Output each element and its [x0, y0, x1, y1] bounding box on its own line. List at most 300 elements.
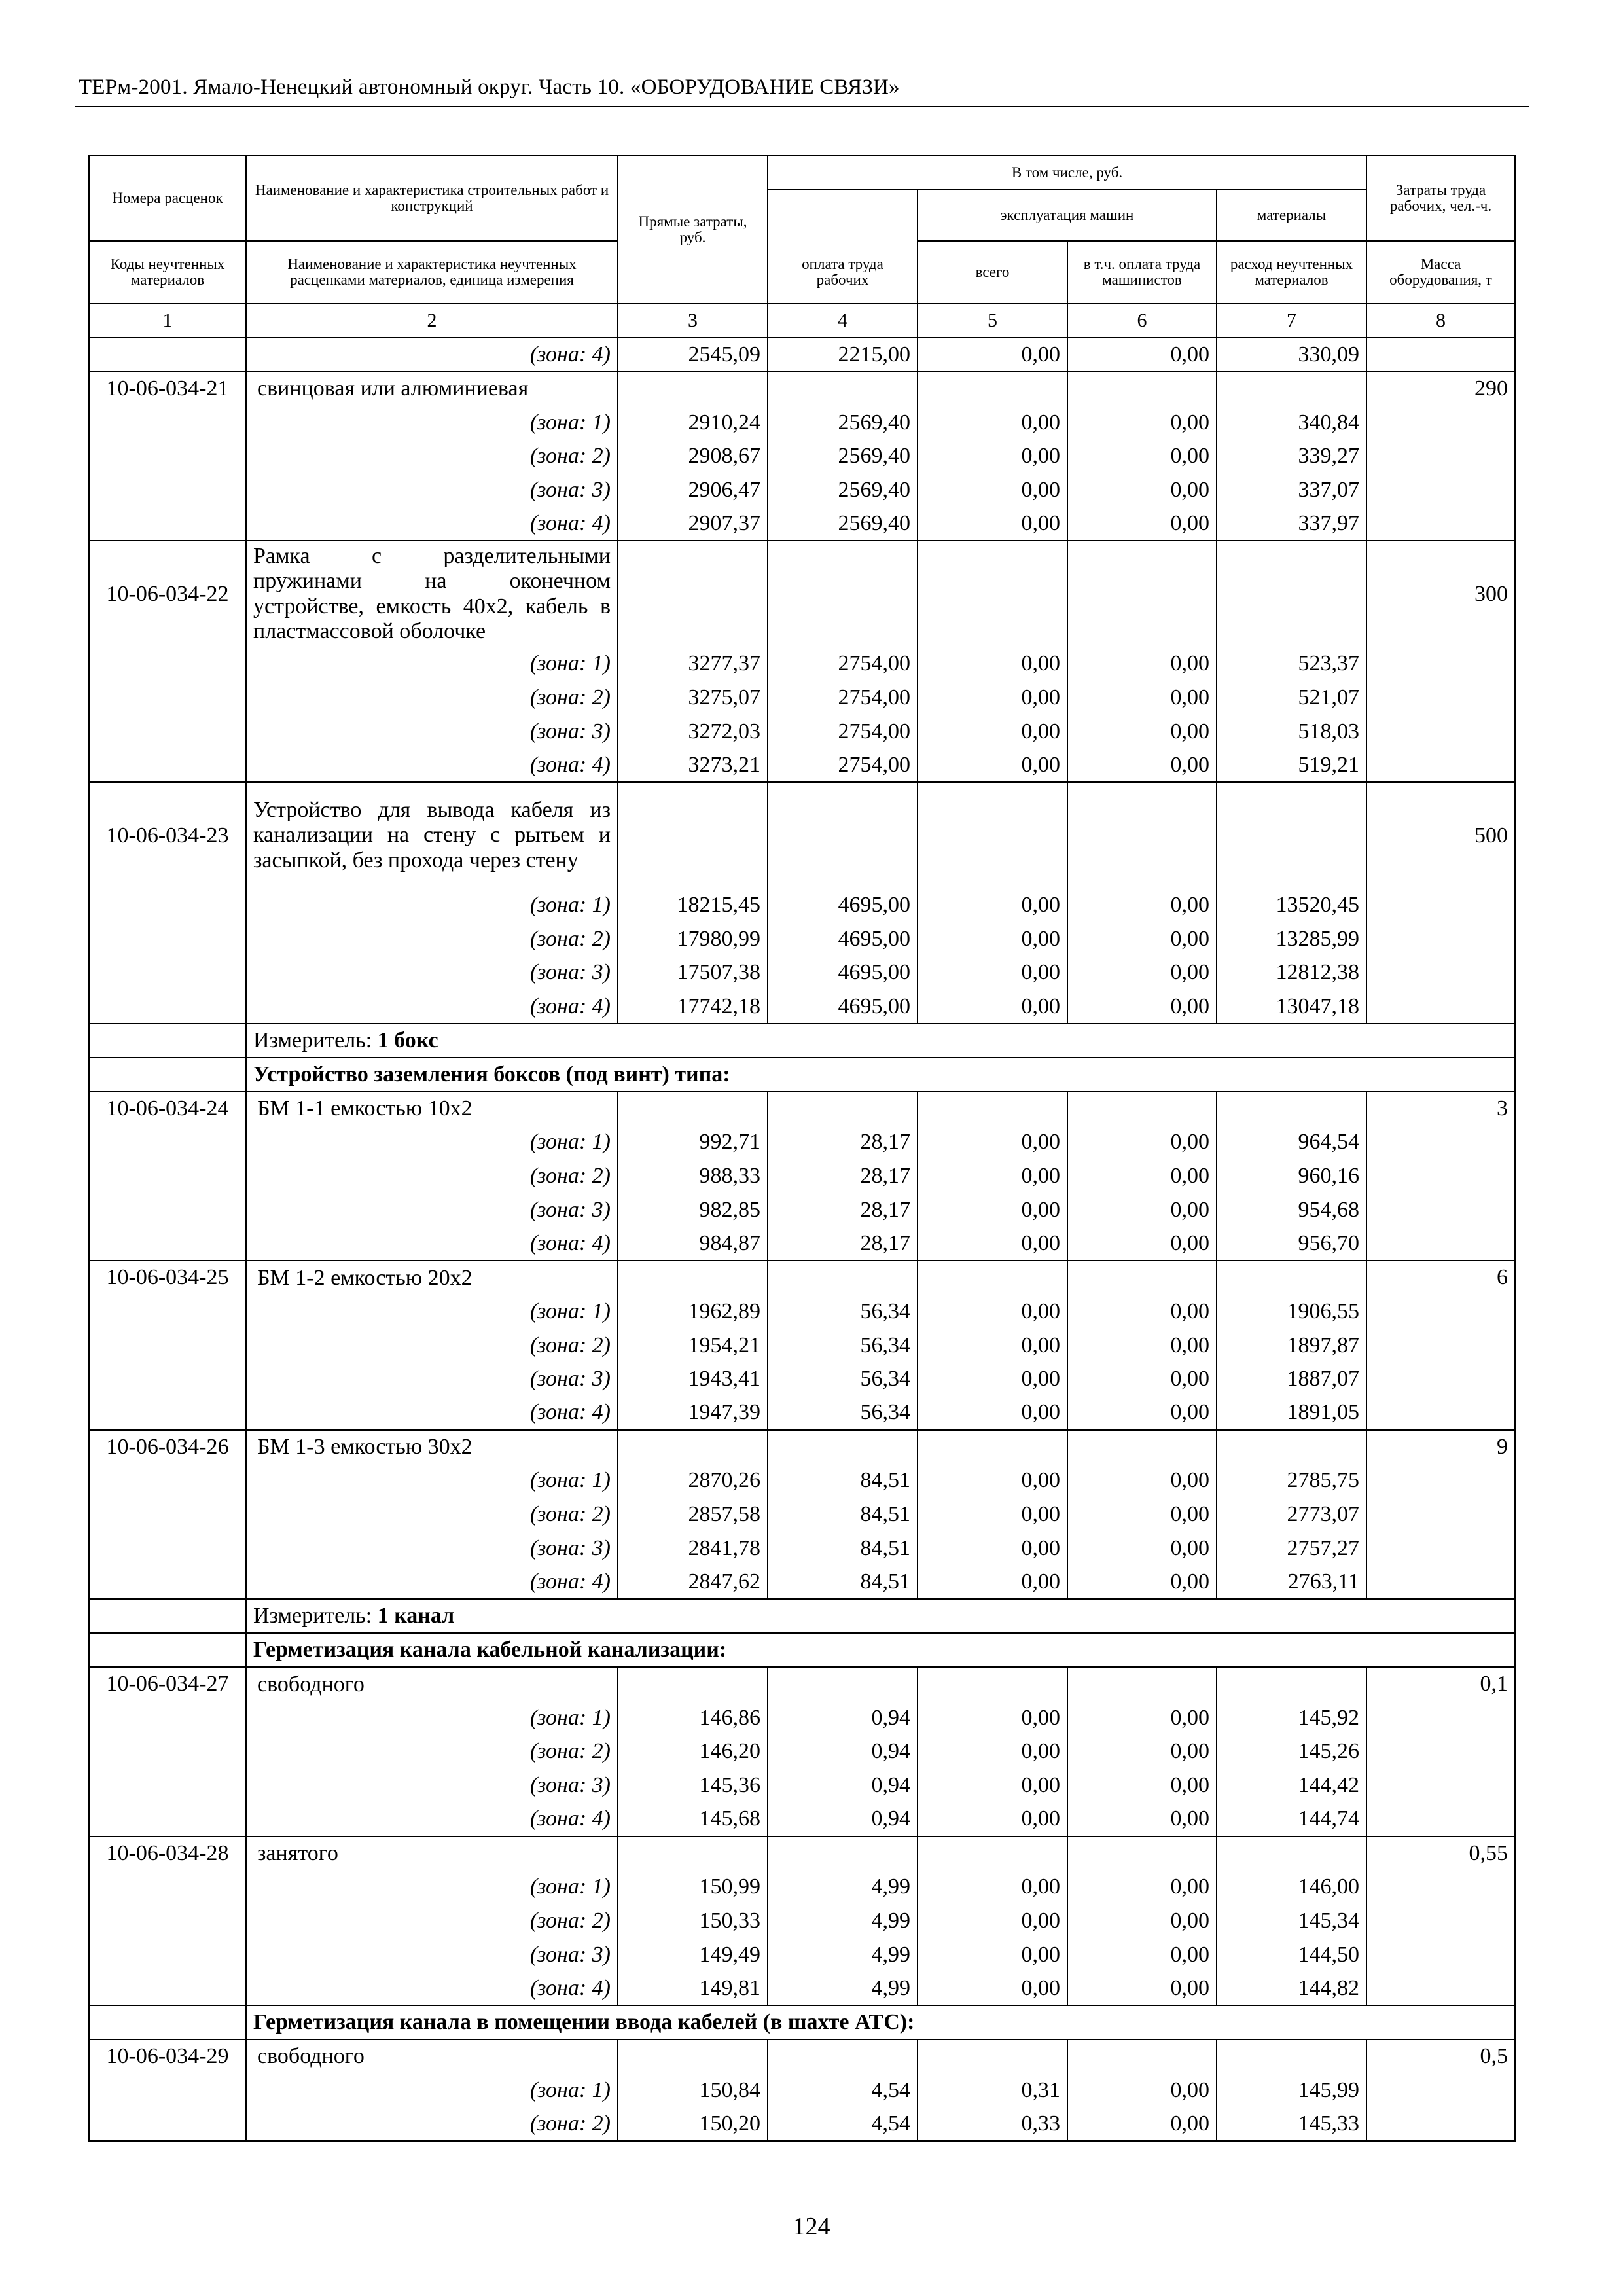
zone-row — [89, 1566, 1515, 1600]
machine-total: 0,00 — [918, 647, 1067, 681]
machine-total: 0,00 — [918, 1735, 1067, 1769]
machinist-pay: 0,00 — [1067, 1464, 1217, 1498]
record-row — [89, 1261, 1515, 1295]
labor-costs: 500 — [1366, 782, 1515, 888]
machine-total: 0,00 — [918, 1701, 1067, 1735]
machine-total: 0,00 — [918, 439, 1067, 473]
materials: 144,82 — [1217, 1971, 1366, 2005]
machine-total: 0,00 — [918, 956, 1067, 990]
labor-cell-empty — [1366, 1735, 1515, 1769]
direct-costs: 149,49 — [618, 1938, 768, 1972]
machine-total: 0,00 — [918, 406, 1067, 440]
code-cell-empty — [89, 1870, 246, 1904]
direct-costs: 18215,45 — [618, 888, 768, 922]
labor-costs: 9 — [1366, 1430, 1515, 1464]
record-row — [89, 1430, 1515, 1464]
labor-cell-empty — [1366, 439, 1515, 473]
machine-total: 0,00 — [918, 1904, 1067, 1938]
zone-row — [89, 647, 1515, 681]
machine-total: 0,00 — [918, 1193, 1067, 1227]
labor-cell-empty — [1366, 1532, 1515, 1566]
code-cell-empty — [89, 1126, 246, 1160]
direct-costs: 3275,07 — [618, 681, 768, 715]
record-row — [89, 372, 1515, 406]
materials: 1887,07 — [1217, 1362, 1366, 1396]
materials: 146,00 — [1217, 1870, 1366, 1904]
direct-costs: 1954,21 — [618, 1329, 768, 1363]
empty-cell — [918, 372, 1067, 406]
labor-cell-empty — [1366, 922, 1515, 956]
zone-row — [89, 922, 1515, 956]
empty-cell — [1067, 372, 1217, 406]
empty-cell — [1217, 782, 1366, 888]
machine-total: 0,00 — [918, 1396, 1067, 1430]
machinist-pay: 0,00 — [1067, 681, 1217, 715]
hdr-including: В том числе, руб. — [768, 156, 1366, 190]
materials: 2757,27 — [1217, 1532, 1366, 1566]
zone-row — [89, 1735, 1515, 1769]
machine-total: 0,00 — [918, 1498, 1067, 1532]
work-name: свободного — [246, 1667, 618, 1701]
direct-costs: 982,85 — [618, 1193, 768, 1227]
materials: 144,42 — [1217, 1768, 1366, 1803]
machine-total: 0,00 — [918, 1159, 1067, 1193]
worker-pay: 4,54 — [768, 2073, 918, 2108]
col-number: 8 — [1366, 304, 1515, 338]
hdr-work-name: Наименование и характеристика строительных работ и конструкций — [246, 156, 618, 241]
zone-row — [89, 1362, 1515, 1396]
worker-pay: 84,51 — [768, 1498, 918, 1532]
labor-cell-empty — [1366, 1295, 1515, 1329]
empty-cell — [918, 1092, 1067, 1126]
meter-unit: 1 бокс — [377, 1028, 438, 1052]
labor-cell-empty — [1366, 749, 1515, 783]
machine-total: 0,00 — [918, 1532, 1067, 1566]
code-cell-empty — [89, 1498, 246, 1532]
machinist-pay: 0,00 — [1067, 888, 1217, 922]
worker-pay: 2569,40 — [768, 473, 918, 507]
empty-cell — [918, 541, 1067, 647]
machinist-pay: 0,00 — [1067, 338, 1217, 372]
labor-costs: 0,5 — [1366, 2039, 1515, 2073]
labor-cell-empty — [1366, 1566, 1515, 1600]
work-name: Устройство для вывода кабеля из канализации на стену с рытьем и засыпкой, без прохода через стену — [246, 782, 618, 888]
zone-row — [89, 1532, 1515, 1566]
direct-costs: 149,81 — [618, 1971, 768, 2005]
zone-row — [89, 439, 1515, 473]
materials: 523,37 — [1217, 647, 1366, 681]
worker-pay: 2569,40 — [768, 507, 918, 541]
zone-row — [89, 888, 1515, 922]
worker-pay: 84,51 — [768, 1532, 918, 1566]
zone-row — [89, 1329, 1515, 1363]
col-number: 4 — [768, 304, 918, 338]
labor-cell-empty — [1366, 1803, 1515, 1837]
zone-row — [89, 2108, 1515, 2142]
meter-prefix: Измеритель: — [253, 1604, 378, 1628]
machinist-pay: 0,00 — [1067, 1159, 1217, 1193]
direct-costs: 146,86 — [618, 1701, 768, 1735]
direct-costs: 1947,39 — [618, 1396, 768, 1430]
code-cell-empty — [89, 1227, 246, 1261]
zone-label: (зона: 2) — [246, 681, 618, 715]
materials: 340,84 — [1217, 406, 1366, 440]
materials: 521,07 — [1217, 681, 1366, 715]
price-code: 10-06-034-25 — [89, 1261, 246, 1295]
worker-pay: 4,99 — [768, 1938, 918, 1972]
zone-row — [89, 1464, 1515, 1498]
hdr-total: всего — [918, 241, 1067, 304]
zone-label: (зона: 4) — [246, 1971, 618, 2005]
direct-costs: 2910,24 — [618, 406, 768, 440]
zone-label: (зона: 1) — [246, 888, 618, 922]
work-name: БМ 1-2 емкостью 20х2 — [246, 1261, 618, 1295]
machine-total: 0,00 — [918, 1295, 1067, 1329]
labor-costs: 6 — [1366, 1261, 1515, 1295]
zone-label: (зона: 2) — [246, 1329, 618, 1363]
empty-cell — [768, 782, 918, 888]
zone-row — [89, 715, 1515, 749]
zone-label: (зона: 1) — [246, 1870, 618, 1904]
hdr-machinist-pay: в т.ч. оплата труда машинистов — [1067, 241, 1217, 304]
worker-pay: 56,34 — [768, 1396, 918, 1430]
zone-label: (зона: 3) — [246, 1768, 618, 1803]
price-code: 10-06-034-22 — [89, 541, 246, 647]
machine-total: 0,00 — [918, 715, 1067, 749]
machine-total: 0,00 — [918, 888, 1067, 922]
direct-costs: 3273,21 — [618, 749, 768, 783]
section-row — [89, 1058, 1515, 1092]
empty-cell — [618, 1261, 768, 1295]
zone-label: (зона: 3) — [246, 956, 618, 990]
empty-cell — [918, 782, 1067, 888]
zone-row — [89, 507, 1515, 541]
section-row — [89, 1633, 1515, 1667]
direct-costs: 988,33 — [618, 1159, 768, 1193]
empty-cell — [918, 1261, 1067, 1295]
zone-label: (зона: 4) — [246, 338, 618, 372]
zone-label: (зона: 2) — [246, 2108, 618, 2142]
empty-cell — [618, 1837, 768, 1871]
work-name: свободного — [246, 2039, 618, 2073]
direct-costs: 3272,03 — [618, 715, 768, 749]
labor-cell-empty — [1366, 1870, 1515, 1904]
empty-cell — [918, 1667, 1067, 1701]
labor-costs: 0,55 — [1366, 1837, 1515, 1871]
empty-cell — [1067, 782, 1217, 888]
machinist-pay: 0,00 — [1067, 1971, 1217, 2005]
work-name: свинцовая или алюминиевая — [246, 372, 618, 406]
empty-cell — [1067, 1837, 1217, 1871]
zone-label: (зона: 2) — [246, 1498, 618, 1532]
machine-total: 0,00 — [918, 749, 1067, 783]
zone-label: (зона: 2) — [246, 1904, 618, 1938]
materials: 519,21 — [1217, 749, 1366, 783]
code-cell-empty — [89, 1599, 246, 1633]
zone-label: (зона: 1) — [246, 1295, 618, 1329]
code-cell-empty — [89, 922, 246, 956]
materials: 144,50 — [1217, 1938, 1366, 1972]
zone-label: (зона: 2) — [246, 1735, 618, 1769]
code-cell-empty — [89, 1803, 246, 1837]
record-row — [89, 1837, 1515, 1871]
machinist-pay: 0,00 — [1067, 1193, 1217, 1227]
zone-label: (зона: 4) — [246, 1803, 618, 1837]
zone-row — [89, 1803, 1515, 1837]
empty-cell — [768, 1837, 918, 1871]
empty-cell — [1217, 1261, 1366, 1295]
machinist-pay: 0,00 — [1067, 2073, 1217, 2108]
labor-costs: 300 — [1366, 541, 1515, 647]
zone-row — [89, 1396, 1515, 1430]
code-cell-empty — [89, 1193, 246, 1227]
machine-total: 0,00 — [918, 681, 1067, 715]
zone-label: (зона: 1) — [246, 1464, 618, 1498]
zone-row — [89, 1768, 1515, 1803]
worker-pay: 2754,00 — [768, 681, 918, 715]
worker-pay: 56,34 — [768, 1329, 918, 1363]
labor-costs: 0,1 — [1366, 1667, 1515, 1701]
empty-cell — [768, 541, 918, 647]
direct-costs: 3277,37 — [618, 647, 768, 681]
code-cell-empty — [89, 1633, 246, 1667]
machinist-pay: 0,00 — [1067, 1295, 1217, 1329]
section-title: Герметизация канала в помещении ввода кабелей (в шахте АТС): — [246, 2005, 1515, 2039]
empty-cell — [1067, 1430, 1217, 1464]
empty-cell — [1067, 2039, 1217, 2073]
empty-cell — [618, 2039, 768, 2073]
worker-pay: 0,94 — [768, 1768, 918, 1803]
machinist-pay: 0,00 — [1067, 507, 1217, 541]
labor-costs: 3 — [1366, 1092, 1515, 1126]
materials: 145,99 — [1217, 2073, 1366, 2108]
direct-costs: 1962,89 — [618, 1295, 768, 1329]
machinist-pay: 0,00 — [1067, 1768, 1217, 1803]
code-cell-empty — [89, 888, 246, 922]
direct-costs: 145,36 — [618, 1768, 768, 1803]
zone-label: (зона: 3) — [246, 715, 618, 749]
table-header — [89, 156, 1515, 338]
machine-total: 0,31 — [918, 2073, 1067, 2108]
machinist-pay: 0,00 — [1067, 1329, 1217, 1363]
zone-row — [89, 990, 1515, 1024]
meter-unit: 1 канал — [377, 1604, 455, 1628]
direct-costs: 17980,99 — [618, 922, 768, 956]
zone-label: (зона: 4) — [246, 1396, 618, 1430]
zone-label: (зона: 1) — [246, 2073, 618, 2108]
machine-total: 0,33 — [918, 2108, 1067, 2142]
machinist-pay: 0,00 — [1067, 1227, 1217, 1261]
code-cell-empty — [89, 681, 246, 715]
machinist-pay: 0,00 — [1067, 1938, 1217, 1972]
empty-cell — [618, 1092, 768, 1126]
machinist-pay: 0,00 — [1067, 1362, 1217, 1396]
zone-row — [89, 1126, 1515, 1160]
worker-pay: 2754,00 — [768, 647, 918, 681]
worker-pay: 2569,40 — [768, 406, 918, 440]
work-name: Рамка с разделительными пружинами на оконечном устройстве, емкость 40х2, кабель в пластмассовой оболочке — [246, 541, 618, 647]
zone-row — [89, 1904, 1515, 1938]
empty-cell — [618, 372, 768, 406]
direct-costs: 992,71 — [618, 1126, 768, 1160]
running-header: ТЕРм-2001. Ямало-Ненецкий автономный округ. Часть 10. «ОБОРУДОВАНИЕ СВЯЗИ» — [79, 75, 900, 99]
empty-cell — [1217, 2039, 1366, 2073]
code-cell-empty — [89, 1904, 246, 1938]
materials: 1906,55 — [1217, 1295, 1366, 1329]
labor-cell-empty — [1366, 507, 1515, 541]
col-number: 7 — [1217, 304, 1366, 338]
labor-cell-empty — [1366, 1159, 1515, 1193]
code-cell-empty — [89, 439, 246, 473]
materials: 144,74 — [1217, 1803, 1366, 1837]
hdr-materials: материалы — [1217, 190, 1366, 241]
record-row — [89, 541, 1515, 647]
labor-cell-empty — [1366, 1701, 1515, 1735]
direct-costs: 146,20 — [618, 1735, 768, 1769]
empty-cell — [1067, 1092, 1217, 1126]
zone-label: (зона: 2) — [246, 922, 618, 956]
materials: 12812,38 — [1217, 956, 1366, 990]
zone-row — [89, 1971, 1515, 2005]
worker-pay: 84,51 — [768, 1464, 918, 1498]
direct-costs: 17742,18 — [618, 990, 768, 1024]
worker-pay: 84,51 — [768, 1566, 918, 1600]
worker-pay: 0,94 — [768, 1735, 918, 1769]
code-cell-empty — [89, 715, 246, 749]
empty-cell — [618, 1667, 768, 1701]
labor-cell-empty — [1366, 338, 1515, 372]
machine-total: 0,00 — [918, 1464, 1067, 1498]
labor-cell-empty — [1366, 1193, 1515, 1227]
code-cell-empty — [89, 406, 246, 440]
code-cell-empty — [89, 1295, 246, 1329]
labor-cell-empty — [1366, 1498, 1515, 1532]
code-cell-empty — [89, 1938, 246, 1972]
machinist-pay: 0,00 — [1067, 715, 1217, 749]
materials: 2785,75 — [1217, 1464, 1366, 1498]
worker-pay: 4695,00 — [768, 888, 918, 922]
zone-row — [89, 956, 1515, 990]
code-cell-empty — [89, 1396, 246, 1430]
worker-pay: 0,94 — [768, 1701, 918, 1735]
direct-costs: 2841,78 — [618, 1532, 768, 1566]
labor-costs: 290 — [1366, 372, 1515, 406]
labor-cell-empty — [1366, 2108, 1515, 2142]
price-code: 10-06-034-27 — [89, 1667, 246, 1701]
machinist-pay: 0,00 — [1067, 922, 1217, 956]
materials: 13520,45 — [1217, 888, 1366, 922]
code-cell-empty — [89, 1058, 246, 1092]
record-row — [89, 1092, 1515, 1126]
direct-costs: 2847,62 — [618, 1566, 768, 1600]
worker-pay: 4,99 — [768, 1904, 918, 1938]
zone-row — [89, 473, 1515, 507]
worker-pay: 2754,00 — [768, 749, 918, 783]
zone-label: (зона: 1) — [246, 406, 618, 440]
materials: 337,07 — [1217, 473, 1366, 507]
col-number: 1 — [89, 304, 246, 338]
labor-cell-empty — [1366, 1938, 1515, 1972]
zone-label: (зона: 1) — [246, 1701, 618, 1735]
machine-total: 0,00 — [918, 1362, 1067, 1396]
worker-pay: 4695,00 — [768, 922, 918, 956]
materials: 1897,87 — [1217, 1329, 1366, 1363]
empty-cell — [1217, 541, 1366, 647]
materials: 964,54 — [1217, 1126, 1366, 1160]
worker-pay: 28,17 — [768, 1126, 918, 1160]
machine-total: 0,00 — [918, 990, 1067, 1024]
machine-total: 0,00 — [918, 473, 1067, 507]
labor-cell-empty — [1366, 1126, 1515, 1160]
materials: 13047,18 — [1217, 990, 1366, 1024]
materials: 339,27 — [1217, 439, 1366, 473]
code-cell-empty — [89, 1532, 246, 1566]
col-number: 5 — [918, 304, 1067, 338]
labor-cell-empty — [1366, 990, 1515, 1024]
machinist-pay: 0,00 — [1067, 1803, 1217, 1837]
materials: 145,92 — [1217, 1701, 1366, 1735]
empty-cell — [1217, 1430, 1366, 1464]
code-cell-empty — [89, 507, 246, 541]
labor-cell-empty — [1366, 1329, 1515, 1363]
worker-pay: 2569,40 — [768, 439, 918, 473]
empty-cell — [1217, 1837, 1366, 1871]
machinist-pay: 0,00 — [1067, 1396, 1217, 1430]
work-name: занятого — [246, 1837, 618, 1871]
labor-cell-empty — [1366, 956, 1515, 990]
machinist-pay: 0,00 — [1067, 2108, 1217, 2142]
zone-label: (зона: 1) — [246, 647, 618, 681]
price-code: 10-06-034-29 — [89, 2039, 246, 2073]
code-cell-empty — [89, 1362, 246, 1396]
worker-pay: 2754,00 — [768, 715, 918, 749]
meter-label — [246, 1599, 1515, 1633]
zone-label: (зона: 2) — [246, 1159, 618, 1193]
machine-total: 0,00 — [918, 1566, 1067, 1600]
materials: 956,70 — [1217, 1227, 1366, 1261]
machinist-pay: 0,00 — [1067, 406, 1217, 440]
materials: 13285,99 — [1217, 922, 1366, 956]
worker-pay: 4,99 — [768, 1870, 918, 1904]
hdr-pay-spacer — [768, 190, 918, 241]
machine-total: 0,00 — [918, 922, 1067, 956]
hdr-equipment-mass: Масса оборудования, т — [1366, 241, 1515, 304]
zone-label: (зона: 3) — [246, 1193, 618, 1227]
materials: 2773,07 — [1217, 1498, 1366, 1532]
empty-cell — [618, 1430, 768, 1464]
labor-cell-empty — [1366, 406, 1515, 440]
code-cell-empty — [89, 1329, 246, 1363]
header-rule — [75, 106, 1529, 107]
direct-costs: 150,99 — [618, 1870, 768, 1904]
zone-label: (зона: 3) — [246, 473, 618, 507]
machine-total: 0,00 — [918, 1938, 1067, 1972]
machinist-pay: 0,00 — [1067, 1870, 1217, 1904]
zone-label: (зона: 2) — [246, 439, 618, 473]
worker-pay: 28,17 — [768, 1193, 918, 1227]
direct-costs: 145,68 — [618, 1803, 768, 1837]
empty-cell — [768, 372, 918, 406]
zone-row — [89, 1227, 1515, 1261]
hdr-labor-costs: Затраты труда рабочих, чел.-ч. — [1366, 156, 1515, 241]
materials: 1891,05 — [1217, 1396, 1366, 1430]
code-cell-empty — [89, 956, 246, 990]
zone-row — [89, 406, 1515, 440]
zone-row — [89, 749, 1515, 783]
labor-cell-empty — [1366, 1464, 1515, 1498]
machine-total: 0,00 — [918, 1768, 1067, 1803]
direct-costs: 17507,38 — [618, 956, 768, 990]
